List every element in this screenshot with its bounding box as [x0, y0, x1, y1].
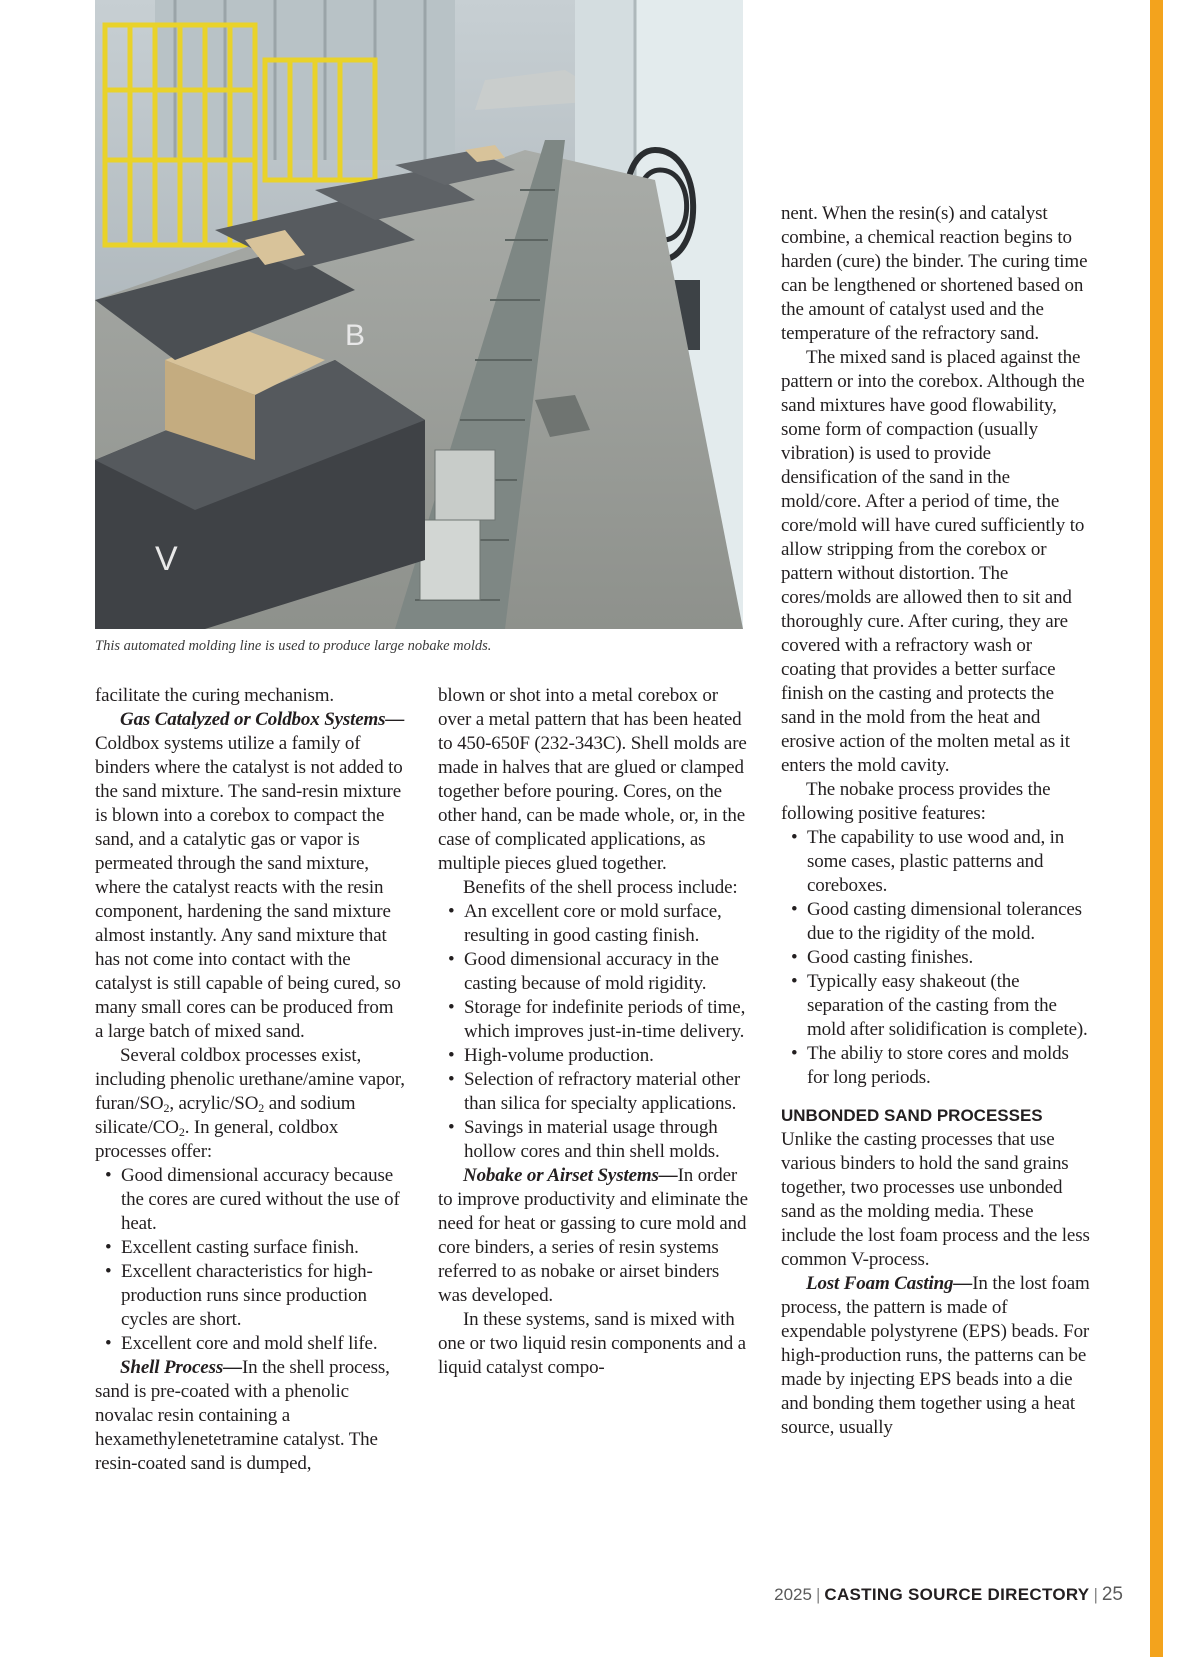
paragraph: Gas Catalyzed or Coldbox Systems—Coldbox systems utilize a family of binders where the catalyst is not added to the sand mixture. The sand-resin mixture is blown into a corebox to compact the sand, and a catalytic gas or vapor is permeated through the sand mixture, where the catalyst reacts with the resin component, hardening the sand mixture almost instantly. Any sand mixture that has not come into contact with the catalyst is still capable of being cured, so many small cores can be produced from a large batch of mixed sand.: [95, 709, 405, 1042]
paragraph: The mixed sand is placed against the pattern or into the corebox. Although the sand mixtures have good flowability, some form of compaction (usually vibration) is used to provide densification of the sand in the mold/core. After a period of time, the core/mold will have cured sufficiently to allow stripping from the corebox or pattern without distortion. The cores/molds are allowed then to sit and thoroughly cure. After curing, they are covered with a refractory wash or coating that provides a better surface finish on the casting and protects the sand in the mold from the heat and erosive action of the molten metal as it enters the mold cavity.: [781, 347, 1085, 776]
page-footer: [774, 1584, 1123, 1606]
mold-chalk-mark: V: [155, 540, 178, 578]
text-column-1: [95, 684, 405, 1476]
bullet-item: • The abiliy to store cores and molds for long periods.: [791, 1043, 1069, 1088]
bullet-item: • Storage for indefinite periods of time, which improves just-in-time delivery.: [448, 997, 746, 1042]
bullet-item: • Good dimensional accuracy because the cores are cured without the use of heat.: [105, 1165, 400, 1234]
bullet-item: • Good casting finishes.: [791, 947, 974, 968]
page-edge-accent-bar: [1150, 0, 1163, 1657]
bullet-item: • Good dimensional accuracy in the casting because of mold rigidity.: [448, 949, 719, 994]
paragraph: blown or shot into a metal corebox or over a metal pattern that has been heated to 450-650F (232-343C). Shell molds are made in halves that are glued or clamped together before pouring. Cores, on the other hand, can be made whole, or, in the case of complicated applications, as multiple pieces glued together.: [438, 685, 747, 874]
footer-year: 2025: [774, 1585, 812, 1604]
paragraph: Nobake or Airset Systems—In order to improve productivity and eliminate the need for heat or gassing to cure mold and core binders, a series of resin systems referred to as nobake or airset binders was developed.: [438, 1165, 748, 1306]
publication-name: CASTING SOURCE DIRECTORY: [824, 1585, 1090, 1604]
bullet-item: • Excellent characteristics for high-production runs since production cycles are short.: [105, 1261, 373, 1330]
bullet-item: • Excellent casting surface finish.: [105, 1237, 359, 1258]
paragraph: The nobake process provides the following positive features:: [781, 779, 1051, 824]
run-in-heading: Nobake or Airset Systems—: [463, 1165, 678, 1186]
paragraph: Several coldbox processes exist, including phenolic urethane/amine vapor, furan/$SO_2$, acrylic/$SO_2$ and sodium silicate/$CO_2$. In general, coldbox processes offer:: [95, 1045, 405, 1162]
paragraph: Unlike the casting processes that use various binders to hold the sand grains together, two processes use unbonded sand as the molding media. These include the lost foam process and the less common V-process.: [781, 1129, 1090, 1270]
molding-line-photo: [95, 0, 743, 629]
bullet-item: • Selection of refractory material other than silica for specialty applications.: [448, 1069, 740, 1114]
bullet-item: • The capability to use wood and, in some cases, plastic patterns and coreboxes.: [791, 827, 1065, 896]
mold-chalk-mark: B: [345, 319, 366, 352]
bullet-item: • High-volume production.: [448, 1045, 654, 1066]
paragraph: facilitate the curing mechanism.: [95, 685, 334, 706]
paragraph: Benefits of the shell process include:: [463, 877, 738, 898]
paragraph: In these systems, sand is mixed with one or two liquid resin components and a liquid catalyst compo-: [438, 1309, 746, 1378]
page-number: 25: [1101, 1584, 1123, 1605]
paragraph: nent. When the resin(s) and catalyst combine, a chemical reaction begins to harden (cure) the binder. The curing time can be lengthened or shortened based on the amount of catalyst used and the temperature of the refractory sand.: [781, 203, 1088, 344]
bullet-item: • Excellent core and mold shelf life.: [105, 1333, 378, 1354]
bullet-item: • Savings in material usage through hollow cores and thin shell molds.: [448, 1117, 720, 1162]
bullet-item: • Good casting dimensional tolerances due to the rigidity of the mold.: [791, 899, 1082, 944]
run-in-heading: Lost Foam Casting—: [806, 1273, 973, 1294]
paragraph: Lost Foam Casting—In the lost foam process, the pattern is made of expendable polystyrene (EPS) beads. For high-production runs, the patterns can be made by injecting EPS beads into a die and bonding them together using a heat source, usually: [781, 1273, 1090, 1438]
footer-separator: |: [1093, 1585, 1098, 1604]
paragraph: Shell Process—In the shell process, sand is pre-coated with a phenolic novalac resin containing a hexamethylenetetramine catalyst. The resin-coated sand is dumped,: [95, 1357, 390, 1474]
bullet-item: • Typically easy shakeout (the separation of the casting from the mold after solidification is complete).: [791, 971, 1088, 1040]
run-in-heading: Gas Catalyzed or Coldbox Systems—: [120, 709, 405, 730]
text-column-2: [438, 684, 748, 1380]
footer-separator: |: [815, 1585, 821, 1604]
section-heading: UNBONDED SAND PROCESSES: [781, 1106, 1043, 1125]
text-column-3: [781, 202, 1091, 1440]
run-in-heading: Shell Process—: [120, 1357, 242, 1378]
bullet-item: • An excellent core or mold surface, resulting in good casting finish.: [448, 901, 722, 946]
photo-caption: This automated molding line is used to produce large nobake molds.: [95, 638, 492, 654]
